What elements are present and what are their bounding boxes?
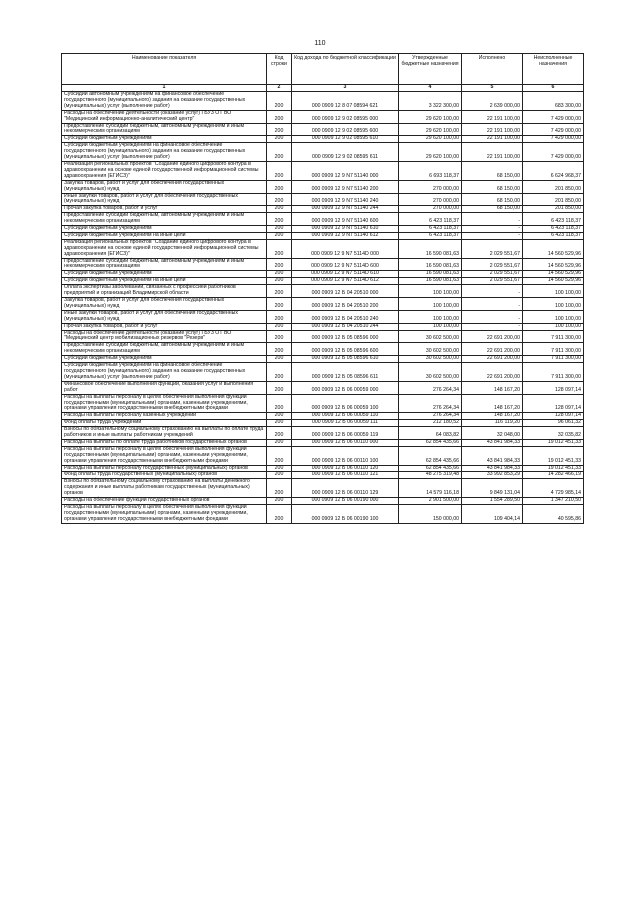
- row-unexecuted-cell: 6 423 118,37: [523, 213, 584, 226]
- row-executed-cell: 116 119,20: [462, 420, 523, 427]
- row-classification-cell: 000 0909 12 Б 04 20510 200: [292, 298, 399, 311]
- row-unexecuted-cell: 14 560 529,96: [523, 271, 584, 278]
- page-number: 110: [314, 40, 326, 47]
- row-executed-cell: 2 029 551,67: [462, 271, 523, 278]
- row-approved-cell: 16 590 081,63: [399, 278, 462, 285]
- table-row: [62, 298, 584, 311]
- row-approved-cell: 30 602 500,00: [399, 356, 462, 363]
- row-approved-cell: 6 423 118,37: [399, 232, 462, 239]
- row-executed-cell: 32 048,00: [462, 427, 523, 440]
- row-approved-cell: 100 100,00: [399, 310, 462, 323]
- row-classification-cell: 000 0909 12 Б 06 00110 000: [292, 439, 399, 446]
- row-executed-cell: 2 029 551,67: [462, 258, 523, 271]
- column-number: 2: [267, 85, 292, 92]
- row-name-cell: Расходы на обеспечение деятельности (оказание услуг) ГБУЗ ОТ ВО "Медицинский информационно-аналитический центр": [62, 110, 267, 123]
- row-executed-cell: 68 150,00: [462, 180, 523, 193]
- row-unexecuted-cell: 128 097,14: [523, 413, 584, 420]
- row-unexecuted-cell: 201 850,00: [523, 206, 584, 213]
- row-name-cell: Расходы на выплаты персоналу в целях обеспечения выполнения функций государственными (муниципальными) органами, казенными учреждениями, органами управления государственными внебюджетными фондами: [62, 394, 267, 413]
- column-number: 6: [523, 85, 584, 92]
- row-approved-cell: 276 264,34: [399, 413, 462, 420]
- row-name-cell: Субсидии бюджетным учреждениям на финансовое обеспечение государственного (муниципального) задания на оказание государственных (муниципальных) услуг (выполнение работ): [62, 363, 267, 382]
- row-approved-cell: 100 100,00: [399, 285, 462, 298]
- row-approved-cell: 48 275 319,48: [399, 472, 462, 479]
- row-executed-cell: 148 167,20: [462, 413, 523, 420]
- row-name-cell: Расходы на выплаты персоналу государственных (муниципальных) органов: [62, 465, 267, 472]
- row-name-cell: Субсидии бюджетным учреждениям: [62, 271, 267, 278]
- header-unexecuted: Неисполненные назначения: [523, 54, 584, 85]
- row-name-cell: Реализация региональных проектов "Создание единого цифрового контура в здравоохранении на основе единой государственной информационной системы здравоохранения (ЕГИСЗ)": [62, 161, 267, 180]
- table-row: [62, 323, 584, 330]
- row-executed-cell: -: [462, 226, 523, 233]
- row-classification-cell: 000 0909 12 9 N7 51140 612: [292, 232, 399, 239]
- column-number: 4: [399, 85, 462, 92]
- row-approved-cell: 16 590 081,63: [399, 239, 462, 258]
- row-classification-cell: 000 0909 12 9 02 08595 611: [292, 143, 399, 162]
- row-classification-cell: 000 0909 12 9 02 08595 600: [292, 123, 399, 136]
- table-row: [62, 343, 584, 356]
- row-classification-cell: 000 0909 12 Б 06 00110 100: [292, 446, 399, 465]
- row-executed-cell: -: [462, 232, 523, 239]
- header-executed: Исполнено: [462, 54, 523, 85]
- row-line-code-cell: 200: [267, 413, 292, 420]
- row-classification-cell: 000 0909 12 9 02 08595 610: [292, 136, 399, 143]
- row-classification-cell: 000 0909 12 9 N7 51140 240: [292, 193, 399, 206]
- column-number: 5: [462, 85, 523, 92]
- row-unexecuted-cell: 201 850,00: [523, 193, 584, 206]
- row-line-code-cell: 200: [267, 472, 292, 479]
- row-unexecuted-cell: 128 097,14: [523, 381, 584, 394]
- row-line-code-cell: 200: [267, 110, 292, 123]
- row-unexecuted-cell: 7 429 000,00: [523, 136, 584, 143]
- row-line-code-cell: 200: [267, 258, 292, 271]
- row-line-code-cell: 200: [267, 420, 292, 427]
- row-line-code-cell: 200: [267, 446, 292, 465]
- row-line-code-cell: 200: [267, 180, 292, 193]
- row-executed-cell: -: [462, 323, 523, 330]
- row-approved-cell: 29 620 100,00: [399, 110, 462, 123]
- row-name-cell: Субсидии бюджетным учреждениям: [62, 356, 267, 363]
- row-name-cell: Иные закупки товаров, работ и услуг для обеспечения государственных (муниципальных) нужд: [62, 193, 267, 206]
- row-name-cell: Субсидии бюджетным учреждениям: [62, 226, 267, 233]
- row-unexecuted-cell: 683 300,00: [523, 92, 584, 111]
- row-unexecuted-cell: 128 097,14: [523, 394, 584, 413]
- row-line-code-cell: 200: [267, 356, 292, 363]
- table-row: [62, 330, 584, 343]
- header-classification-code: Код дохода по бюджетной классификации: [292, 54, 399, 85]
- row-classification-cell: 000 0909 12 9 N7 5114D 610: [292, 271, 399, 278]
- row-unexecuted-cell: 14 560 529,96: [523, 239, 584, 258]
- table-row: [62, 479, 584, 498]
- row-unexecuted-cell: 19 012 451,33: [523, 439, 584, 446]
- row-unexecuted-cell: 7 429 000,00: [523, 123, 584, 136]
- row-executed-cell: -: [462, 298, 523, 311]
- row-classification-cell: 000 0909 12 Б 04 20510 000: [292, 285, 399, 298]
- row-name-cell: Расходы на выплаты персоналу в целях обеспечения выполнения функций государственными (муниципальными) органами, казенными учреждениями, органами управления государственными внебюджетными фондами: [62, 446, 267, 465]
- row-line-code-cell: 200: [267, 123, 292, 136]
- row-line-code-cell: 200: [267, 143, 292, 162]
- row-name-cell: Расходы на выплаты персоналу в целях обеспечения выполнения функций государственными (муниципальными) органами, казенными учреждениями, органами управления государственными внебюджетными фондами: [62, 505, 267, 524]
- row-approved-cell: 100 100,00: [399, 323, 462, 330]
- row-approved-cell: 14 579 116,18: [399, 479, 462, 498]
- row-line-code-cell: 200: [267, 343, 292, 356]
- row-name-cell: Предоставление субсидий бюджетным, автономным учреждениям и иным некоммерческим организациям: [62, 343, 267, 356]
- row-line-code-cell: 200: [267, 394, 292, 413]
- row-approved-cell: 6 693 118,37: [399, 161, 462, 180]
- row-executed-cell: 22 691 200,00: [462, 356, 523, 363]
- table-row: [62, 193, 584, 206]
- row-unexecuted-cell: 7 911 300,00: [523, 363, 584, 382]
- row-line-code-cell: 200: [267, 136, 292, 143]
- row-name-cell: Субсидии бюджетным учреждениям: [62, 136, 267, 143]
- table-row: [62, 505, 584, 524]
- row-classification-cell: 000 0909 12 Б 04 20510 244: [292, 323, 399, 330]
- row-approved-cell: 62 854 435,66: [399, 446, 462, 465]
- row-unexecuted-cell: 6 624 968,37: [523, 161, 584, 180]
- row-approved-cell: 270 000,00: [399, 206, 462, 213]
- row-executed-cell: 43 841 984,33: [462, 439, 523, 446]
- row-executed-cell: 68 150,00: [462, 206, 523, 213]
- row-line-code-cell: 200: [267, 381, 292, 394]
- row-name-cell: Субсидии бюджетным учреждениям на финансовое обеспечение государственного (муниципального) задания на оказание государственных (муниципальных) услуг (выполнение работ): [62, 143, 267, 162]
- row-classification-cell: 000 0909 12 Б 05 08596 600: [292, 343, 399, 356]
- row-unexecuted-cell: 6 423 118,37: [523, 226, 584, 233]
- row-unexecuted-cell: 100 100,00: [523, 310, 584, 323]
- row-line-code-cell: 200: [267, 161, 292, 180]
- row-line-code-cell: 200: [267, 498, 292, 505]
- row-approved-cell: 212 180,52: [399, 420, 462, 427]
- table-row: [62, 180, 584, 193]
- row-unexecuted-cell: 100 100,00: [523, 298, 584, 311]
- row-approved-cell: 29 620 100,00: [399, 143, 462, 162]
- row-line-code-cell: 200: [267, 439, 292, 446]
- row-line-code-cell: 200: [267, 206, 292, 213]
- row-name-cell: Оплата экспертизы заболеваний, связанных с профессией работников предприятий и организаций Владимирской области: [62, 285, 267, 298]
- row-unexecuted-cell: 7 429 000,00: [523, 110, 584, 123]
- table-header-row: [62, 54, 584, 85]
- row-unexecuted-cell: 7 911 300,00: [523, 356, 584, 363]
- row-executed-cell: 22 191 100,00: [462, 136, 523, 143]
- row-executed-cell: 148 167,20: [462, 381, 523, 394]
- row-name-cell: Реализация региональных проектов "Создание единого цифрового контура в здравоохранении на основе единой государственной информационной системы здравоохранения (ЕГИСЗ)": [62, 239, 267, 258]
- row-classification-cell: 000 0909 12 9 N7 51140 610: [292, 226, 399, 233]
- row-classification-cell: 000 0909 12 Б 06 00059 111: [292, 420, 399, 427]
- row-line-code-cell: 200: [267, 92, 292, 111]
- row-classification-cell: 000 0909 12 Б 06 00110 120: [292, 465, 399, 472]
- row-approved-cell: 100 100,00: [399, 298, 462, 311]
- row-classification-cell: 000 0909 12 8 07 08594 621: [292, 92, 399, 111]
- row-unexecuted-cell: 7 911 300,00: [523, 330, 584, 343]
- row-name-cell: Прочая закупка товаров, работ и услуг: [62, 323, 267, 330]
- row-executed-cell: 2 639 000,00: [462, 92, 523, 111]
- row-executed-cell: 109 404,14: [462, 505, 523, 524]
- row-name-cell: Расходы на обеспечение деятельности (оказание услуг) ГБУЗ ОТ ВО "Медицинский центр мобилизационных резервов "Резерв": [62, 330, 267, 343]
- row-name-cell: Иные закупки товаров, работ и услуг для обеспечения государственных (муниципальных) нужд: [62, 310, 267, 323]
- table-row: [62, 123, 584, 136]
- row-executed-cell: 22 191 100,00: [462, 143, 523, 162]
- row-name-cell: Субсидии автономным учреждениям на финансовое обеспечение государственного (муниципального) задания на оказание государственных (муниципальных) услуг (выполнение работ): [62, 92, 267, 111]
- row-classification-cell: 000 0909 12 9 N7 51140 244: [292, 206, 399, 213]
- table-row: [62, 310, 584, 323]
- row-name-cell: Субсидии бюджетным учреждениям на иные цели: [62, 278, 267, 285]
- row-unexecuted-cell: 14 560 529,96: [523, 258, 584, 271]
- row-line-code-cell: 200: [267, 285, 292, 298]
- row-approved-cell: 62 854 435,66: [399, 465, 462, 472]
- row-classification-cell: 000 0909 12 Б 06 00059 100: [292, 394, 399, 413]
- row-line-code-cell: 200: [267, 479, 292, 498]
- row-classification-cell: 000 0909 12 Б 06 00059 119: [292, 427, 399, 440]
- row-name-cell: Взносы по обязательному социальному страхованию на выплаты по оплате труда работников и иные выплаты работникам учреждений: [62, 427, 267, 440]
- row-line-code-cell: 200: [267, 226, 292, 233]
- row-approved-cell: 16 590 081,63: [399, 258, 462, 271]
- row-name-cell: Предоставление субсидий бюджетным, автономным учреждениям и иным некоммерческим организациям: [62, 213, 267, 226]
- row-line-code-cell: 200: [267, 193, 292, 206]
- budget-execution-table: [61, 53, 584, 524]
- row-line-code-cell: 200: [267, 323, 292, 330]
- row-unexecuted-cell: 19 012 451,33: [523, 465, 584, 472]
- row-classification-cell: 000 0909 12 Б 05 08596 611: [292, 363, 399, 382]
- row-line-code-cell: 200: [267, 278, 292, 285]
- row-approved-cell: 276 264,34: [399, 394, 462, 413]
- row-name-cell: Закупка товаров, работ и услуг для обеспечения государственных (муниципальных) нужд: [62, 298, 267, 311]
- row-executed-cell: 68 150,00: [462, 193, 523, 206]
- row-executed-cell: -: [462, 310, 523, 323]
- row-classification-cell: 000 0909 12 9 N7 5114D 612: [292, 278, 399, 285]
- row-classification-cell: 000 0909 12 Б 04 20510 240: [292, 310, 399, 323]
- row-executed-cell: 22 191 100,00: [462, 110, 523, 123]
- table-row: [62, 239, 584, 258]
- row-approved-cell: 64 083,82: [399, 427, 462, 440]
- row-name-cell: Фонд оплаты труда государственных (муниципальных) органов: [62, 472, 267, 479]
- header-line-code: Код строки: [267, 54, 292, 85]
- row-classification-cell: 000 0909 12 Б 06 00059 110: [292, 413, 399, 420]
- row-unexecuted-cell: 1 347 210,50: [523, 498, 584, 505]
- row-executed-cell: 22 691 200,00: [462, 343, 523, 356]
- row-name-cell: Расходы на обеспечение функций государственных органов: [62, 498, 267, 505]
- row-name-cell: Фонд оплаты труда учреждений: [62, 420, 267, 427]
- table-row: [62, 363, 584, 382]
- table-row: [62, 161, 584, 180]
- column-number: 3: [292, 85, 399, 92]
- row-unexecuted-cell: 96 061,32: [523, 420, 584, 427]
- row-executed-cell: 43 841 984,33: [462, 446, 523, 465]
- row-classification-cell: 000 0909 12 Б 06 00110 121: [292, 472, 399, 479]
- row-approved-cell: 6 423 118,37: [399, 226, 462, 233]
- row-unexecuted-cell: 6 423 118,37: [523, 232, 584, 239]
- row-approved-cell: 276 264,34: [399, 381, 462, 394]
- row-unexecuted-cell: 19 012 451,33: [523, 446, 584, 465]
- row-classification-cell: 000 0909 12 Б 05 08596 610: [292, 356, 399, 363]
- row-unexecuted-cell: 100 100,00: [523, 323, 584, 330]
- row-line-code-cell: 200: [267, 330, 292, 343]
- row-classification-cell: 000 0909 12 Б 06 00059 000: [292, 381, 399, 394]
- row-classification-cell: 000 0909 12 Б 06 00190 100: [292, 505, 399, 524]
- row-line-code-cell: 200: [267, 271, 292, 278]
- row-approved-cell: 29 620 100,00: [399, 123, 462, 136]
- table-row: [62, 381, 584, 394]
- row-approved-cell: 2 901 500,00: [399, 498, 462, 505]
- row-classification-cell: 000 0909 12 9 N7 51140 600: [292, 213, 399, 226]
- table-row: [62, 285, 584, 298]
- row-executed-cell: 2 029 551,67: [462, 278, 523, 285]
- row-approved-cell: 150 000,00: [399, 505, 462, 524]
- table-row: [62, 143, 584, 162]
- row-executed-cell: -: [462, 213, 523, 226]
- row-name-cell: Взносы по обязательному социальному страхованию на выплаты денежного содержания и иные выплаты работникам государственных (муниципальных) органов: [62, 479, 267, 498]
- row-executed-cell: 148 167,20: [462, 394, 523, 413]
- row-classification-cell: 000 0909 12 9 N7 51140 200: [292, 180, 399, 193]
- row-executed-cell: 1 554 289,50: [462, 498, 523, 505]
- row-line-code-cell: 200: [267, 232, 292, 239]
- row-unexecuted-cell: 201 850,00: [523, 180, 584, 193]
- row-executed-cell: 22 691 200,00: [462, 330, 523, 343]
- table-row: [62, 110, 584, 123]
- row-executed-cell: 22 691 200,00: [462, 363, 523, 382]
- row-approved-cell: 29 620 100,00: [399, 136, 462, 143]
- row-unexecuted-cell: 7 429 000,00: [523, 143, 584, 162]
- table-row: [62, 258, 584, 271]
- header-approved: Утвержденные бюджетные назначения: [399, 54, 462, 85]
- row-name-cell: Закупка товаров, работ и услуг для обеспечения государственных (муниципальных) нужд: [62, 180, 267, 193]
- row-unexecuted-cell: 4 729 985,14: [523, 479, 584, 498]
- row-approved-cell: 270 000,00: [399, 193, 462, 206]
- row-unexecuted-cell: 100 100,00: [523, 285, 584, 298]
- row-line-code-cell: 200: [267, 427, 292, 440]
- row-line-code-cell: 200: [267, 465, 292, 472]
- row-name-cell: Субсидии бюджетным учреждениям на иные цели: [62, 232, 267, 239]
- table-row: [62, 394, 584, 413]
- row-executed-cell: 2 029 551,67: [462, 239, 523, 258]
- row-line-code-cell: 200: [267, 213, 292, 226]
- table-row: [62, 213, 584, 226]
- row-approved-cell: 30 602 500,00: [399, 343, 462, 356]
- row-unexecuted-cell: 40 595,86: [523, 505, 584, 524]
- column-number: 1: [62, 85, 267, 92]
- row-executed-cell: -: [462, 285, 523, 298]
- row-classification-cell: 000 0909 12 9 N7 51140 000: [292, 161, 399, 180]
- row-classification-cell: 000 0909 12 9 N7 5114D 000: [292, 239, 399, 258]
- row-approved-cell: 6 423 118,37: [399, 213, 462, 226]
- row-classification-cell: 000 0909 12 9 02 08595 000: [292, 110, 399, 123]
- row-approved-cell: 270 000,00: [399, 180, 462, 193]
- header-indicator-name: Наименование показателя: [62, 54, 267, 85]
- row-approved-cell: 30 602 500,00: [399, 363, 462, 382]
- row-name-cell: Расходы на выплаты по оплате труда работников государственных органов: [62, 439, 267, 446]
- row-classification-cell: 000 0909 12 Б 05 08596 000: [292, 330, 399, 343]
- row-executed-cell: 33 992 853,29: [462, 472, 523, 479]
- row-name-cell: Прочая закупка товаров, работ и услуг: [62, 206, 267, 213]
- row-executed-cell: 68 150,00: [462, 161, 523, 180]
- row-name-cell: Финансовое обеспечение выполнения функций, оказания услуг и выполнения работ: [62, 381, 267, 394]
- row-line-code-cell: 200: [267, 505, 292, 524]
- row-name-cell: Предоставление субсидий бюджетным, автономным учреждениям и иным некоммерческим организациям: [62, 123, 267, 136]
- row-executed-cell: 43 841 984,33: [462, 465, 523, 472]
- row-approved-cell: 62 854 435,66: [399, 439, 462, 446]
- row-approved-cell: 16 590 081,63: [399, 271, 462, 278]
- row-executed-cell: 9 849 131,04: [462, 479, 523, 498]
- table-row: [62, 446, 584, 465]
- row-unexecuted-cell: 32 035,82: [523, 427, 584, 440]
- row-classification-cell: 000 0909 12 9 N7 5114D 600: [292, 258, 399, 271]
- row-line-code-cell: 200: [267, 363, 292, 382]
- row-classification-cell: 000 0909 12 Б 06 00190 000: [292, 498, 399, 505]
- row-approved-cell: 3 322 300,00: [399, 92, 462, 111]
- table-row: [62, 92, 584, 111]
- row-line-code-cell: 200: [267, 239, 292, 258]
- row-unexecuted-cell: 14 560 529,96: [523, 278, 584, 285]
- row-unexecuted-cell: 7 911 300,00: [523, 343, 584, 356]
- row-unexecuted-cell: 14 282 466,19: [523, 472, 584, 479]
- row-name-cell: Предоставление субсидий бюджетным, автономным учреждениям и иным некоммерческим организациям: [62, 258, 267, 271]
- row-executed-cell: 22 191 100,00: [462, 123, 523, 136]
- table-row: [62, 427, 584, 440]
- row-name-cell: Расходы на выплаты персоналу казенных учреждений: [62, 413, 267, 420]
- row-line-code-cell: 200: [267, 310, 292, 323]
- row-classification-cell: 000 0909 12 Б 06 00110 129: [292, 479, 399, 498]
- table-body: [62, 92, 584, 524]
- row-line-code-cell: 200: [267, 298, 292, 311]
- row-approved-cell: 30 602 500,00: [399, 330, 462, 343]
